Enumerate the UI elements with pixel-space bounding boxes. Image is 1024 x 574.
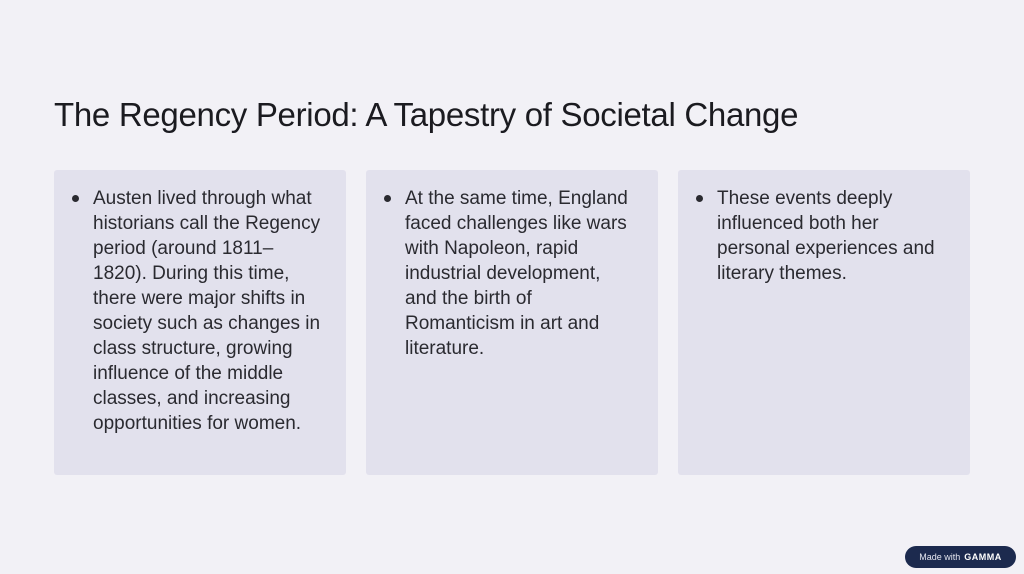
- bullet-dot-icon: [696, 195, 703, 202]
- card-row: [54, 170, 970, 475]
- content-card-3: [678, 170, 970, 475]
- bullet-item: [68, 186, 324, 436]
- bullet-list: [68, 186, 324, 436]
- bullet-dot-icon: [384, 195, 391, 202]
- bullet-dot-icon: [72, 195, 79, 202]
- badge-prefix: Made with: [919, 552, 961, 562]
- bullet-list: [380, 186, 636, 361]
- gamma-logo: GAMMA: [964, 552, 1002, 562]
- bullet-item: [380, 186, 636, 361]
- bullet-item: [692, 186, 948, 286]
- bullet-text: These events deeply influenced both her personal experiences and literary themes.: [717, 188, 935, 284]
- content-card-1: [54, 170, 346, 475]
- bullet-text: At the same time, England faced challenges like wars with Napoleon, rapid industrial development, and the birth of Romanticism in art and literature.: [405, 188, 628, 359]
- content-card-2: [366, 170, 658, 475]
- made-with-gamma-badge[interactable]: [905, 546, 1016, 568]
- bullet-list: [692, 186, 948, 286]
- bullet-text: Austen lived through what historians call the Regency period (around 1811–1820). During this time, there were major shifts in society such as changes in class structure, growing influence of the middle classes, and increasing opportunities for women.: [93, 188, 321, 434]
- slide-title: The Regency Period: A Tapestry of Societal Change: [54, 96, 799, 133]
